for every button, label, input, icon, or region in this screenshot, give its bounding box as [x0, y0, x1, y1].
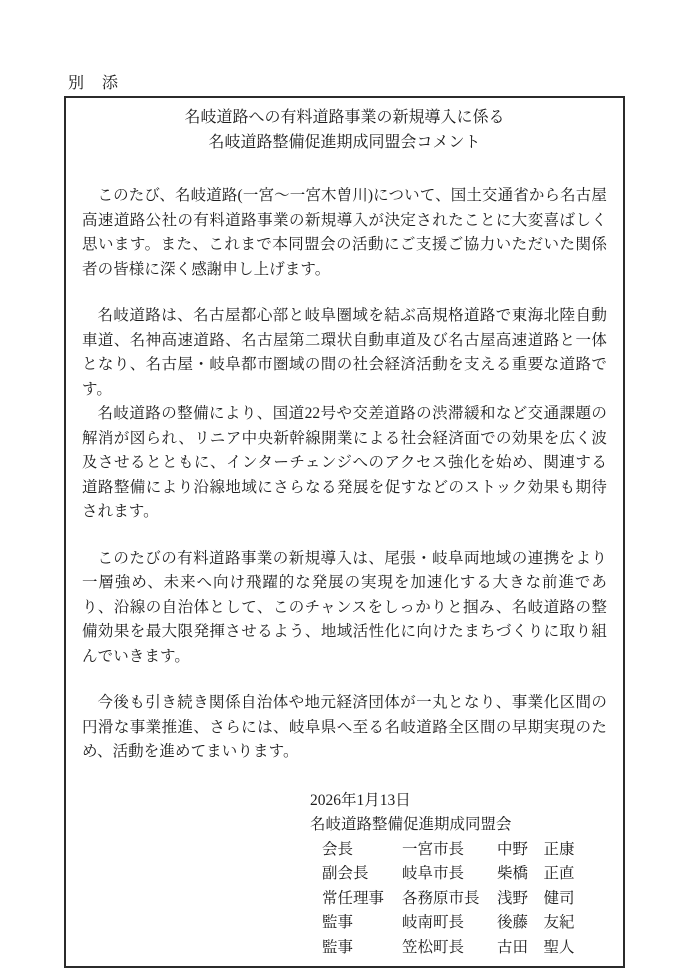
- comment-box: [64, 96, 625, 968]
- official-name: 古田 聖人: [497, 938, 575, 956]
- official-name: 後藤 友紀: [497, 914, 575, 931]
- official-row: [322, 862, 607, 887]
- official-row: [322, 838, 607, 863]
- official-name: 柴橋 正直: [497, 865, 575, 882]
- signature-block: [82, 789, 607, 961]
- attachment-label: 別 添: [68, 75, 120, 92]
- official-row: [322, 911, 607, 936]
- official-role: 会長: [322, 840, 354, 858]
- official-role: 副会長: [322, 865, 369, 882]
- official-title: 岐南町長: [402, 914, 465, 931]
- signature-date: 2026年1月13日: [310, 791, 411, 809]
- official-role: 常任理事: [322, 889, 385, 907]
- paragraph-gratitude: このたび、名岐道路(一宮～一宮木曽川)について、国土交通省から名古屋高速道路公社の有料道路事業の新規導入が決定されたことに大変喜ばしく思います。また、これまで本同盟会の活動にご支援ご協力いただいた関係者の皆様に深く感謝申し上げます。: [82, 187, 607, 278]
- paragraph-closing: 今後も引き続き関係自治体や地元経済団体が一丸となり、事業化区間の円滑な事業推進、さらには、岐阜県へ至る名岐道路全区間の早期実現のため、活動を進めてまいります。: [82, 694, 607, 760]
- official-title: 笠松町長: [402, 938, 465, 956]
- official-row: [322, 936, 607, 961]
- official-title: 一宮市長: [402, 840, 465, 858]
- paragraph-commitment: このたびの有料道路事業の新規導入は、尾張・岐阜両地域の連携をより一層強め、未来へ向け飛躍的な発展の実現を加速化する大きな前進であり、沿線の自治体として、このチャンスをしっかりと掴み、名岐道路の整備効果を最大限発揮させるよう、地域活性化に向けたまちづくりに取り組んでいきます。: [82, 549, 607, 665]
- document-title-line2: 名岐道路整備促進期成同盟会コメント: [208, 134, 481, 151]
- document-title: [82, 105, 607, 155]
- official-title: 岐阜市長: [402, 865, 465, 882]
- official-name: 中野 正康: [497, 840, 575, 858]
- officials-list: [322, 838, 607, 961]
- official-title: 各務原市長: [402, 889, 480, 907]
- official-name: 浅野 健司: [497, 889, 575, 907]
- signature-organization: 名岐道路整備促進期成同盟会: [310, 816, 512, 833]
- document-title-line1: 名岐道路への有料道路事業の新規導入に係る: [184, 109, 505, 126]
- official-row: [322, 887, 607, 912]
- paragraph-road-overview: 名岐道路は、名古屋都心部と岐阜圏域を結ぶ高規格道路で東海北陸自動車道、名神高速道路、名古屋第二環状自動車道及び名古屋高速道路と一体となり、名古屋・岐阜都市圏域の間の社会経済活動を支える重要な道路です。: [82, 307, 607, 398]
- official-role: 監事: [322, 914, 354, 931]
- official-role: 監事: [322, 938, 354, 956]
- paragraph-effects: 名岐道路の整備により、国道22号や交差道路の渋滞緩和など交通課題の解消が図られ、リニア中央新幹線開業による社会経済面での効果を広く波及させるとともに、インターチェンジへのアクセス強化を始め、関連する道路整備により沿線地域にさらなる発展を促すなどのストック効果も期待されます。: [82, 405, 607, 520]
